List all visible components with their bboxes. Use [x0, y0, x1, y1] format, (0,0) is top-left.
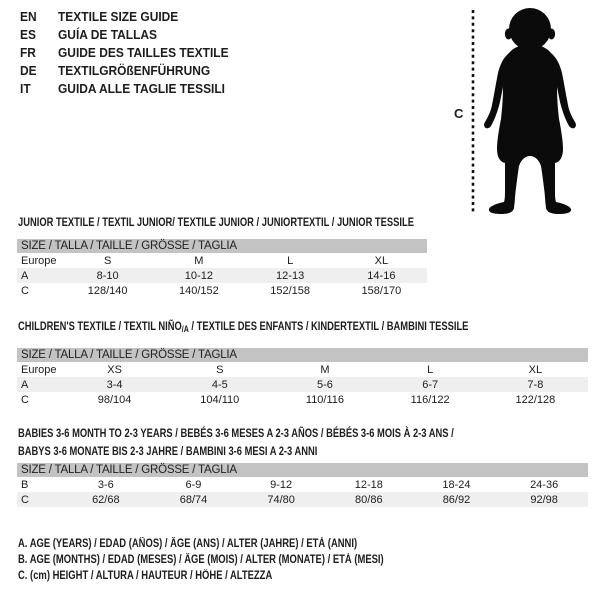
row-label: C — [21, 393, 29, 406]
language-label: TEXTILGRÖßENFÜHRUNG — [58, 63, 211, 78]
baby-silhouette — [484, 8, 576, 214]
row-label: A — [17, 377, 62, 392]
table-row — [17, 392, 588, 407]
table-cell: 7-8 — [483, 377, 588, 392]
height-measure-label: C — [454, 106, 464, 121]
row-label: C — [21, 284, 29, 297]
table-cell: 98/104 — [97, 393, 132, 406]
table-cell: 4-5 — [167, 377, 272, 392]
table-cell: L — [427, 363, 434, 376]
table-cell: 128/140 — [87, 284, 128, 297]
table-row — [17, 253, 427, 268]
table-cell: XL — [528, 363, 543, 376]
children-section-title — [18, 319, 469, 336]
size-header-bar: SIZE / TALLA / TAILLE / GRÖSSE / TAGLIA — [17, 463, 588, 477]
babies-section-title-line1: BABIES 3-6 MONTH TO 2-3 YEARS / BEBÉS 3-6 MESES A 2-3 AÑOS / BÉBÉS 3-6 MOIS À 2-3 ANS / — [18, 426, 454, 440]
note-age-years: A. AGE (YEARS) / EDAD (AÑOS) / ÂGE (ANS) / ALTER (JAHRE) / ETÀ (ANNI) — [18, 538, 358, 550]
table-cell: 62/68 — [62, 492, 150, 507]
junior-size-table — [17, 239, 427, 298]
table-cell: 110/116 — [305, 393, 345, 406]
table-cell: M — [320, 363, 330, 376]
table-cell: 80/86 — [325, 492, 413, 507]
table-cell: M — [194, 254, 204, 267]
table-cell: 12-13 — [245, 268, 336, 283]
table-cell: 140/152 — [178, 284, 219, 297]
table-row — [17, 283, 427, 298]
junior-size-section — [17, 216, 427, 298]
language-list — [20, 8, 243, 98]
language-row-it — [20, 80, 243, 98]
table-cell: 152/158 — [270, 284, 310, 297]
row-label: Europe — [21, 363, 57, 376]
table-cell: 8-10 — [62, 268, 153, 283]
note-height: C. (cm) HEIGHT / ALTURA / HAUTEUR / HÖHE / ALTEZZA — [18, 570, 273, 582]
table-cell: 12-18 — [354, 478, 383, 491]
table-cell: S — [216, 363, 224, 376]
table-cell: 158/170 — [361, 284, 402, 297]
table-cell: 5-6 — [272, 377, 377, 392]
table-cell: 3-6 — [97, 478, 114, 491]
table-cell: XL — [374, 254, 389, 267]
language-code: FR — [20, 45, 36, 60]
junior-section-title: JUNIOR TEXTILE / TEXTIL JUNIOR/ TEXTILE JUNIOR / JUNIORTEXTIL / JUNIOR TESSILE — [18, 215, 414, 229]
language-code: DE — [20, 63, 37, 78]
table-row — [17, 477, 588, 492]
table-cell: 122/128 — [515, 393, 556, 406]
table-cell: 6-7 — [378, 377, 483, 392]
row-label: Europe — [21, 254, 57, 267]
language-label: TEXTILE SIZE GUIDE — [58, 9, 179, 24]
babies-section-title-line2: BABYS 3-6 MONATE BIS 2-3 JAHRE / BAMBINI 3-6 MESI A 2-3 ANNI — [18, 444, 318, 458]
table-cell: 10-12 — [153, 268, 244, 283]
table-row — [17, 377, 588, 392]
table-cell: 9-12 — [270, 478, 293, 491]
row-label: C — [17, 492, 62, 507]
note-age-months: B. AGE (MONTHS) / EDAD (MESES) / ÂGE (MOIS) / ALTER (MONATE) / ETÀ (MESI) — [18, 554, 384, 566]
language-row-es — [20, 26, 243, 44]
children-size-section — [17, 320, 588, 407]
language-label: GUIDE DES TAILLES TEXTILE — [58, 45, 229, 60]
row-label: B — [21, 478, 29, 491]
language-row-de — [20, 62, 243, 80]
table-cell: L — [287, 254, 294, 267]
table-cell: S — [103, 254, 112, 267]
language-row-fr — [20, 44, 243, 62]
table-cell: 104/110 — [200, 393, 240, 406]
babies-size-table — [17, 463, 588, 507]
baby-silhouette-graphic — [468, 6, 578, 218]
row-label: A — [17, 268, 62, 283]
babies-size-section — [17, 427, 588, 507]
table-cell: 86/92 — [413, 492, 501, 507]
language-label: GUÍA DE TALLAS — [58, 27, 158, 42]
table-cell: 18-24 — [442, 478, 471, 491]
children-title-subscript: /A — [181, 324, 189, 334]
table-cell: 116/122 — [410, 393, 450, 406]
baby-figure — [452, 6, 582, 218]
children-title-main: CHILDREN'S TEXTILE / TEXTIL NIÑO — [18, 319, 182, 333]
language-code: ES — [20, 27, 36, 42]
table-cell: 92/98 — [500, 492, 588, 507]
table-cell: 74/80 — [237, 492, 325, 507]
table-cell: XS — [107, 363, 122, 376]
size-header-bar: SIZE / TALLA / TAILLE / GRÖSSE / TAGLIA — [17, 239, 427, 253]
children-size-table — [17, 348, 588, 407]
table-cell: 3-4 — [62, 377, 167, 392]
table-row — [17, 362, 588, 377]
table-cell: 68/74 — [150, 492, 238, 507]
language-code: EN — [20, 9, 37, 24]
size-header-bar: SIZE / TALLA / TAILLE / GRÖSSE / TAGLIA — [17, 348, 588, 362]
children-title-rest: / TEXTILE DES ENFANTS / KINDERTEXTIL / BAMBINI TESSILE — [188, 319, 469, 333]
table-row — [17, 492, 588, 507]
language-row-en — [20, 8, 243, 26]
language-code: IT — [20, 81, 31, 96]
legend-notes — [18, 536, 464, 584]
table-cell: 14-16 — [336, 268, 427, 283]
table-cell: 24-36 — [530, 478, 559, 491]
table-row — [17, 268, 427, 283]
table-cell: 6-9 — [185, 478, 202, 491]
language-label: GUIDA ALLE TAGLIE TESSILI — [58, 81, 226, 96]
